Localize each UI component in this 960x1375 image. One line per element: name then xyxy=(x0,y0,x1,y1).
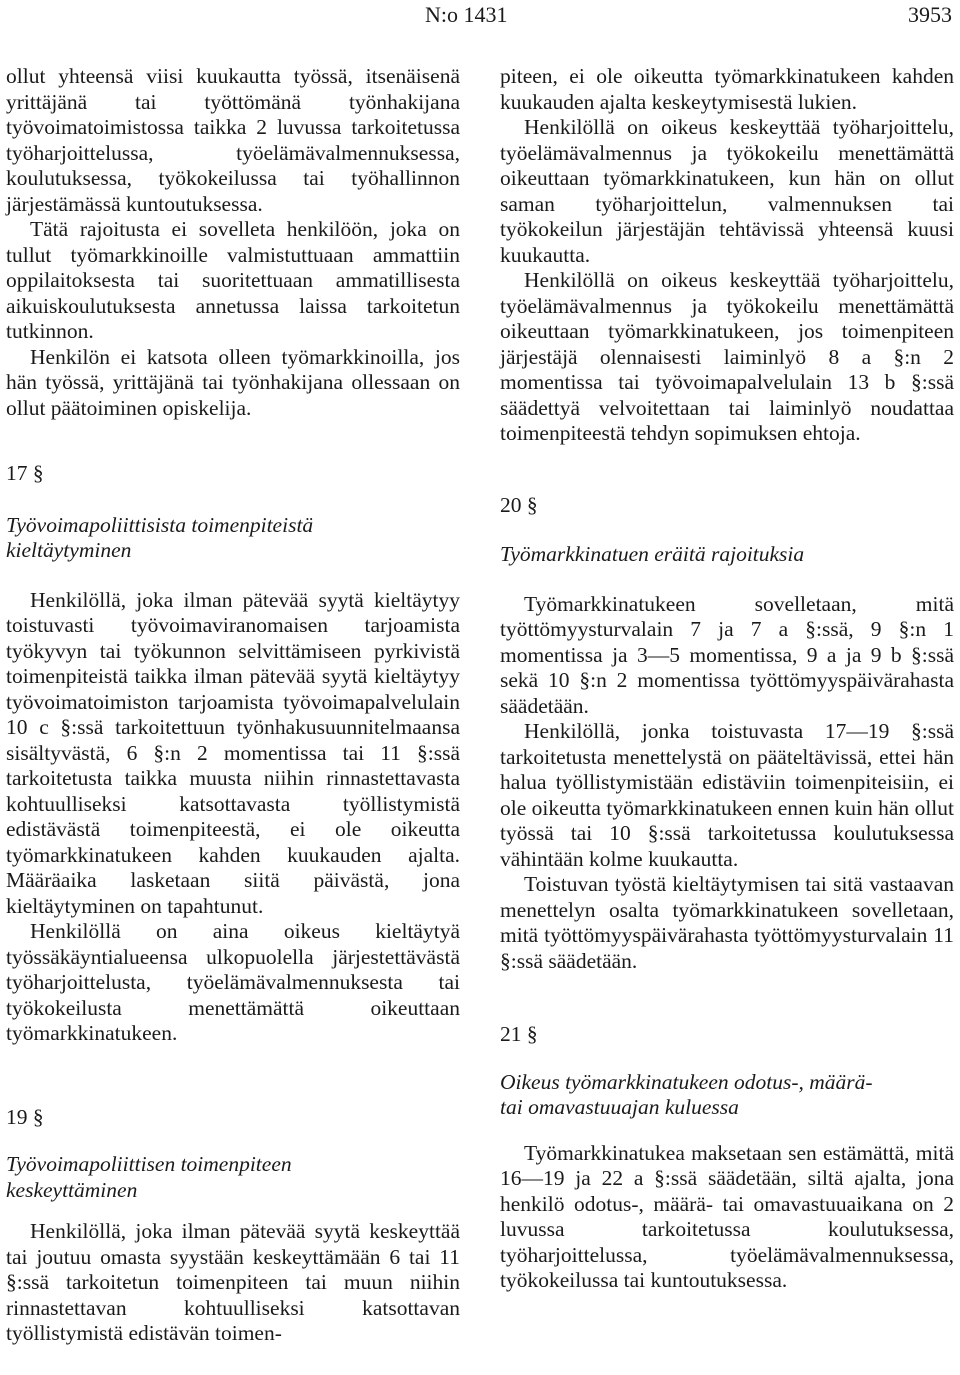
statute-number: N:o 1431 xyxy=(425,2,508,27)
section-title-20: Työmarkkinatuen eräitä rajoituksia xyxy=(500,542,805,566)
paragraph: Henkilöllä on oikeus keskeyttää työharjoittelu, työelämävalmennus ja työkokeilu menettämättä oikeuttaan työmarkkinatukeen, jos toimenpiteen järjestäjä olennaisesti laiminlyö 8 a §:n 2 momentissa tai työvoimapalvelulain 13 b §:ssä säädettyä velvoitettaan tai laiminlyö noudattaa toimenpiteestä tehdyn sopimuksen ehtoja. xyxy=(500,268,954,445)
section-title-19: Työvoimapoliittisen toimenpiteen xyxy=(6,1152,292,1176)
paragraph: Henkilön ei katsota olleen työmarkkinoilla, jos hän työssä, yrittäjänä tai työnhakijana ollessaan on ollut päätoiminen opiskelija. xyxy=(6,344,460,420)
section-number-20: 20 § xyxy=(500,492,538,517)
section-title-17: Työvoimapoliittisista toimenpiteistä xyxy=(6,512,314,537)
right-column xyxy=(500,64,954,1294)
section-title-19-line2: keskeyttäminen xyxy=(6,1177,138,1202)
section-number-17: 17 § xyxy=(6,461,44,485)
left-column xyxy=(6,64,460,1347)
paragraph: Henkilöllä, joka ilman pätevää syytä kieltäytyy toistuvasti työvoimaviranomaisen tarjoamista työkyvyn tai työkunnon selvittämiseen pyrkivistä toimenpiteistä taikka ilman pätevää syytä kieltäytyy työvoimatoimiston tarjoamista työvoimapalvelulain 10 c §:ssä tarkoitettuun työnhakusuunnitelmaansa sisältyvästä, 6 §:n 2 momentissa tai 11 §:ssä tarkoitetusta taikka muusta niihin rinnastettavasta kohtuulliseksi katsottavasta työllistymistä edistävästä toimenpiteestä, ei ole oikeutta työmarkkinatukeen kahden kuukauden ajalta. Määräaika lasketaan siitä päivästä, jona kieltäytyminen on tapahtunut. xyxy=(6,587,460,918)
paragraph: Henkilöllä on aina oikeus kieltäytyä työssäkäyntialueensa ulkopuolella järjestettävästä työharjoittelusta, työelämävalmennuksesta tai työkokeilusta menettämättä oikeuttaan työmarkkinatukeen. xyxy=(6,919,460,1045)
section-title-21: Oikeus työmarkkinatukeen odotus-, määrä- xyxy=(500,1069,873,1094)
page-header xyxy=(0,0,960,30)
paragraph: Tätä rajoitusta ei sovelleta henkilöön, joka on tullut työmarkkinoille valmistuttuaan ammattiin oppilaitoksesta tai suoritettuaan ammatillisesta aikuiskoulutuksesta annetussa laissa tarkoitetun tutkinnon. xyxy=(6,217,460,343)
paragraph: piteen, ei ole oikeutta työmarkkinatukeen kahden kuukauden ajalta keskeytymisestä lukien. xyxy=(500,64,954,114)
section-number-21: 21 § xyxy=(500,1022,538,1046)
paragraph: Työmarkkinatukea maksetaan sen estämättä, mitä 16—19 ja 22 a §:ssä säädetään, siltä ajalta, jona henkilö odotus-, määrä- tai omavastuuaikana on 2 luvussa tarkoitetussa koulutuksessa, työharjoittelussa, työelämävalmennuksessa, työkokeilussa tai kuntoutuksessa. xyxy=(500,1140,954,1292)
paragraph: Henkilöllä, joka ilman pätevää syytä keskeyttää tai joutuu omasta syystään keskeyttämään 6 tai 11 §:ssä tarkoitetun toimenpiteen tai muun niihin rinnastettavan kohtuulliseksi katsottavan työllistymistä edistävän toimen- xyxy=(6,1219,460,1345)
section-number-19: 19 § xyxy=(6,1104,44,1129)
paragraph: Henkilöllä on oikeus keskeyttää työharjoittelu, työelämävalmennus ja työkokeilu menettämättä oikeuttaan työmarkkinatukeen, kun hän on ollut saman työharjoittelun, valmennuksen tai työkokeilun järjestäjän tehtävissä yhteensä kuusi kuukautta. xyxy=(500,115,954,267)
paragraph: Työmarkkinatukeen sovelletaan, mitä työttömyysturvalain 7 ja 7 a §:ssä, 9 §:n 1 momentissa ja 3—5 momentissa, 9 a ja 9 b §:ssä sekä 10 §:n 2 momentissa työttömyyspäivärahasta säädetään. xyxy=(500,591,954,718)
page-number: 3953 xyxy=(908,2,952,27)
section-title-21-line2: tai omavastuuajan kuluessa xyxy=(500,1095,739,1119)
paragraph: Henkilöllä, jonka toistuvasta 17—19 §:ssä tarkoitetusta menettelystä on pääteltävissä, ettei hän halua työllistymistään edistäviin toimenpiteisiin, ei ole oikeutta työmarkkinatukeen ennen kuin hän ollut työssä tai 10 §:ssä tarkoitetussa koulutuksessa vähintään kolme kuukautta. xyxy=(500,719,954,871)
paragraph: Toistuvan työstä kieltäytymisen tai sitä vastaavan menettelyn osalta työmarkkinatukeen sovelletaan, mitä työttömyyspäivärahasta työttömyysturvalain 11 §:ssä säädetään. xyxy=(500,872,954,973)
section-title-17-line2: kieltäytyminen xyxy=(6,538,132,562)
paragraph: ollut yhteensä viisi kuukautta työssä, itsenäisenä yrittäjänä tai työttömänä työnhakijana työvoimatoimistossa taikka 2 luvussa tarkoitetussa työharjoittelussa, työelämävalmennuksessa, koulutuksessa, työkokeilussa tai työhallinnon järjestämässä kuntoutuksessa. xyxy=(6,64,460,216)
